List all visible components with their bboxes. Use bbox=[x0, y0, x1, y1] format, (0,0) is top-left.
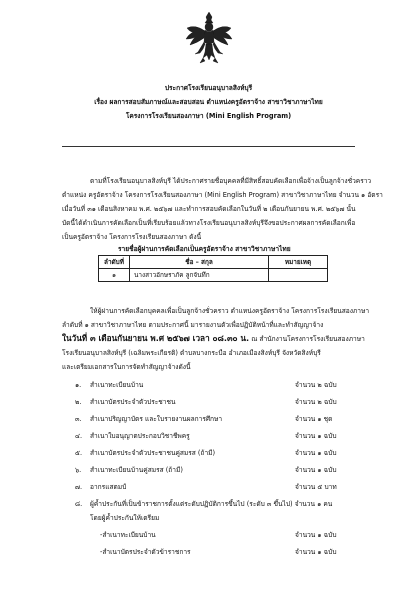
announcement-title: ประกาศโรงเรียนอนุบาลสิงห์บุรี bbox=[164, 84, 253, 92]
table-row bbox=[99, 269, 328, 282]
selected-candidates-table bbox=[98, 255, 328, 282]
announcement-subject: เรื่อง ผลการสอบสัมภาษณ์และสอบสอน ตำแหน่งครูอัตราจ้าง สาขาวิชาภาษาไทย bbox=[94, 98, 323, 106]
garuda-emblem-icon bbox=[183, 8, 235, 66]
column-header-name: ชื่อ – สกุล bbox=[130, 256, 269, 269]
list-heading: รายชื่อผู้ผ่านการคัดเลือกเป็นครูอัตราจ้าง สาขาวิชาภาษาไทย bbox=[118, 245, 291, 253]
announcement-project: โครงการโรงเรียนสองภาษา (Mini English Program) bbox=[125, 112, 292, 120]
column-header-remark: หมายเหตุ bbox=[269, 256, 328, 269]
report-location: ณ สำนักงานโครงการโรงเรียนสองภาษา bbox=[251, 335, 365, 343]
intro-line-2: ตำแหน่ง ครูอัตราจ้าง โครงการโรงเรียนสองภาษา (Mini English Program) สาขาวิชาภาษาไทย จำนวน ๑ อัตรา bbox=[62, 191, 383, 199]
intro-line-1: ตามที่โรงเรียนอนุบาลสิงห์บุรี ได้ประกาศรายชื่อบุคคลที่มีสิทธิ์สอบคัดเลือกเพื่อจ้างเป็นลูกจ้างชั่วคราว bbox=[90, 177, 372, 185]
row-order: ๑ bbox=[99, 269, 130, 282]
intro-line-3: เมื่อวันที่ ๓๑ เดือนสิงหาคม พ.ศ. ๒๕๖๗ และทำการสอบคัดเลือกในวันที่ ๒ เดือนกันยายน พ.ศ. ๒๕๖๗ นั้น bbox=[62, 205, 356, 213]
row-remark bbox=[269, 269, 328, 282]
report-line-4: โรงเรียนอนุบาลสิงห์บุรี (เฉลิมพระเกียรติ) ตำบลบางกระบือ อำเภอเมืองสิงห์บุรี จังหวัดสิงห์บุรี bbox=[62, 349, 321, 357]
report-line-2: ลำดับที่ ๑ สาขาวิชาภาษาไทย ตามประกาศนี้ มารายงานตัวเพื่อปฏิบัติหน้าที่และทำสัญญาจ้าง bbox=[62, 321, 324, 329]
intro-line-4: บัดนี้ได้ดำเนินการคัดเลือกเป็นที่เรียบร้อยแล้วทางโรงเรียนอนุบาลสิงห์บุรีจึงขอประกาศผลการคัดเลือกเพื่อ bbox=[62, 219, 356, 227]
report-date-time: ในวันที่ ๓ เดือนกันยายน พ.ศ ๒๕๖๗ เวลา ๐๘.๓๐ น. bbox=[62, 333, 250, 343]
header-divider bbox=[62, 146, 355, 147]
report-line-1: ให้ผู้ผ่านการคัดเลือกบุคคลเพื่อเป็นลูกจ้างชั่วคราว ตำแหน่งครูอัตราจ้าง โครงการโรงเรียนสองภาษา bbox=[90, 307, 370, 315]
row-name: นางสาวอักษราภัค ลูกจันทึก bbox=[130, 269, 269, 282]
column-header-order: ลำดับที่ bbox=[99, 256, 130, 269]
table-header-row bbox=[99, 256, 328, 269]
announcement-page: ประกาศโรงเรียนอนุบาลสิงห์บุรี เรื่อง ผลการสอบสัมภาษณ์และสอบสอน ตำแหน่งครูอัตราจ้าง สาขาวิชาภาษาไทย โครงการโรงเรียนสองภาษา (Mini English Program) ตามที่โรงเรียนอนุบาลสิงห์บุรี ได้ประกาศรายชื่อบุคคลที่มีสิทธิ์สอบคัดเลือกเพื่อจ้างเป็นลูกจ้างชั่วคราว ตำแหน่ง ครูอัตราจ้าง โครงการโรงเรียนสองภาษา (Mini English Program) สาขาวิชาภาษาไทย จำนวน ๑ อัตรา เมื่อวันที่ ๓๑ เดือนสิงหาคม พ.ศ. ๒๕๖๗ และทำการสอบคัดเลือกในวันที่ ๒ เดือนกันยายน พ.ศ. ๒๕๖๗ นั้น บัดนี้ได้ดำเนินการคัดเลือกเป็นที่เรียบร้อยแล้วทางโรงเรียนอนุบาลสิงห์บุรีจึงขอประกาศผลการคัดเลือกเพื่อ เป็นครูอัตราจ้าง โครงการโรงเรียนสองภาษา ดังนี้ รายชื่อผู้ผ่านการคัดเลือกเป็นครูอัตราจ้าง สาขาวิชาภาษาไทย ลำดับที่ ชื่อ – สกุล หมายเหตุ ๑ นางสาวอักษราภัค ลูกจันทึก ให้ผู้ผ่านการคัดเลือกบุคคลเพื่อเป็นลูกจ้างชั่วคราว ตำแหน่งครูอัตราจ้าง โครงการโรงเรียนสองภาษา ลำดับที่ ๑ สาขาวิชาภาษาไทย ตามประกาศนี้ มารายงานตัวเพื่อปฏิบัติหน้าที่และทำสัญญาจ้าง ในวันที่ ๓ เดือนกันยายน พ.ศ ๒๕๖๗ เวลา ๐๘.๓๐ น. ณ สำนักงานโครงการโรงเรียนสองภาษา โรงเรียนอนุบาลสิงห์บุรี (เฉลิมพระเกียรติ) ตำบลบางกระบือ อำเภอเมืองสิงห์บุรี จังหวัดสิงห์บุรี และเตรียมเอกสารในการจัดทำสัญญาจ้างดังนี้ ๑. สำเนาทะเบียนบ้าน จำนวน ๒ ฉบับ ๒. สำเนาบัตรประจำตัวประชาชน จำนวน ๒ ฉบับ ๓. สำเนาปริญญาบัตร และใบรายงานผลการศึกษา จำนวน ๑ ชุด ๔. สำเนาใบอนุญาตประกอบวิชาชีพครู จำนวน ๑ ฉบับ ๕. สำเนาบัตรประจำตัวประชาชนคู่สมรส (ถ้ามี) จำนวน ๑ ฉบับ ๖. สำเนาทะเบียนบ้านคู่สมรส (ถ้ามี) จำนวน ๑ ฉบับ ๗. อากรแสตมป์ จำนวน ๕ บาท ๘. ผู้ค้ำประกันที่เป็นข้าราชการตั้งแต่ระดับปฏิบัติการขึ้นไป (ระดับ ๓ ขึ้นไป) จำนวน ๑ คน โดยผู้ค้ำประกันให้เตรียม -สำเนาทะเบียนบ้าน จำนวน ๑ ฉบับ -สำเนาบัตรประจำตัวข้าราชการ จำนวน ๑ ฉบับ bbox=[0, 0, 417, 600]
report-line-3 bbox=[62, 333, 365, 345]
intro-line-5: เป็นครูอัตราจ้าง โครงการโรงเรียนสองภาษา ดังนี้ bbox=[62, 233, 202, 241]
guarantor-note: โดยผู้ค้ำประกันให้เตรียม bbox=[90, 514, 160, 522]
report-line-5: และเตรียมเอกสารในการจัดทำสัญญาจ้างดังนี้ bbox=[62, 363, 191, 371]
